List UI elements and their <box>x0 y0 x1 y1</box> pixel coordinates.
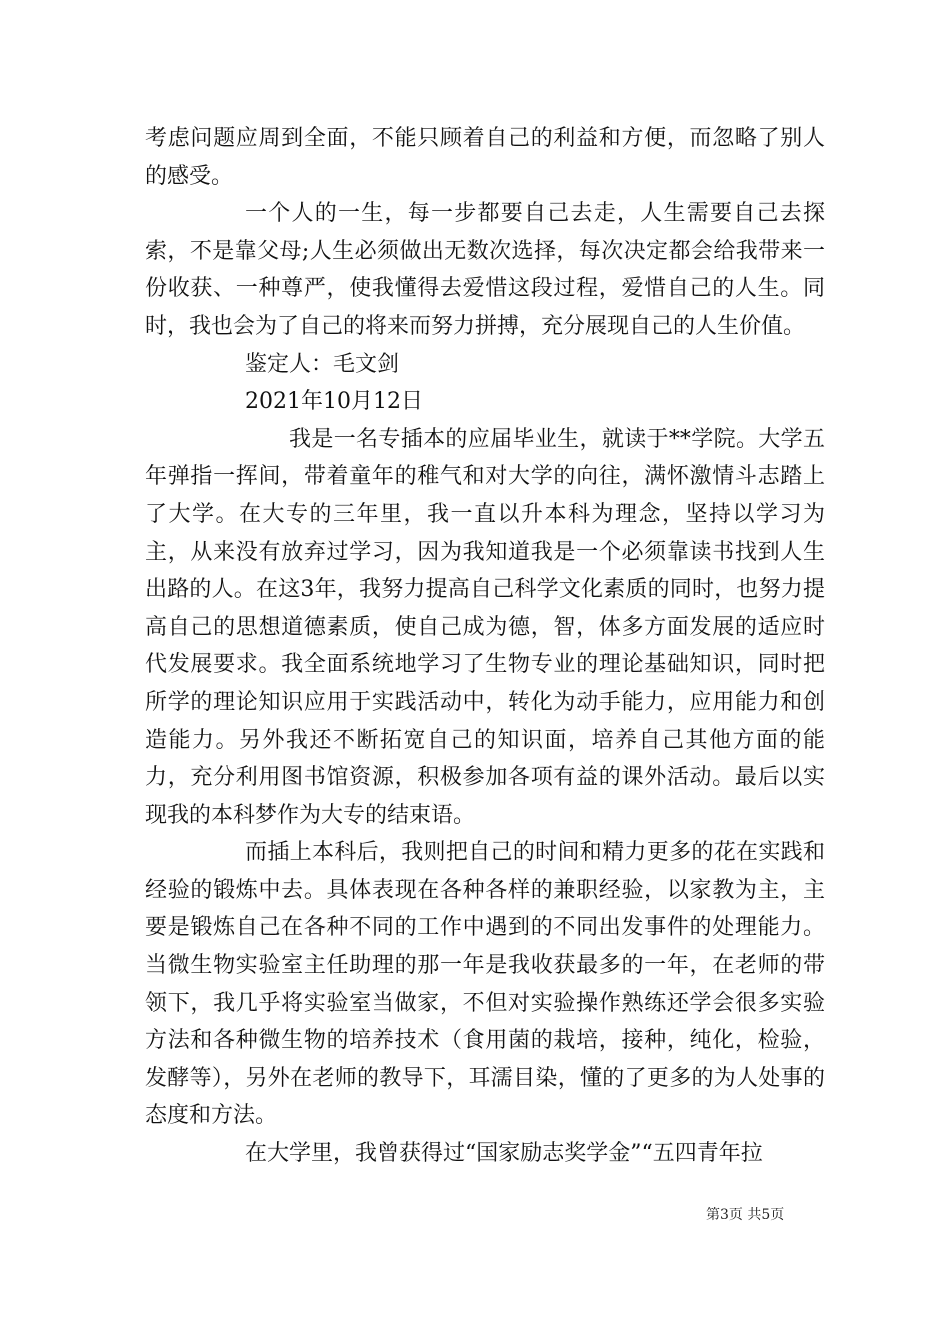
paragraph-life-reflection: 一个人的一生，每一步都要自己去走，人生需要自己去探索，不是靠父母;人生必须做出无数次选择，每次决定都会给我带来一份收获、一种尊严，使我懂得去爱惜这段过程，爱惜自己的人生。同时，我也会为了自己的将来而努力拼搏，充分展现自己的人生价值。 <box>145 201 825 339</box>
paragraph-undergraduate-experience: 而插上本科后，我则把自己的时间和精力更多的花在实践和经验的锻炼中去。具体表现在各种各样的兼职经验，以家教为主，主要是锻炼自己在各种不同的工作中遇到的不同出发事件的处理能力。当微生物实验室主任助理的那一年是我收获最多的一年，在老师的带领下，我几乎将实验室当做家，不但对实验操作熟练还学会很多实验方法和各种微生物的培养技术（食用菌的栽培，接种，纯化，检验，发酵等），另外在老师的教导下，耳濡目染，懂的了更多的为人处事的态度和方法。 <box>145 840 825 1129</box>
paragraph-awards: 在大学里，我曾获得过“国家励志奖学金”“五四青年拉 <box>245 1141 763 1167</box>
paragraph-continuation: 考虑问题应周到全面，不能只顾着自己的利益和方便，而忽略了别人的感受。 <box>145 126 825 189</box>
date-line: 2021年10月12日 <box>245 389 423 415</box>
appraiser-line: 鉴定人：毛文剑 <box>245 351 400 377</box>
paragraph-self-introduction: 我是一名专插本的应届毕业生，就读于**学院。大学五年弹指一挥间，带着童年的稚气和对大学的向往，满怀激情斗志踏上了大学。在大专的三年里，我一直以升本科为理念，坚持以学习为主，从来没有放弃过学习，因为我知道我是一个必须靠读书找到人生出路的人。在这3年，我努力提高自己科学文化素质的同时，也努力提高自己的思想道德素质，使自己成为德，智，体多方面发展的适应时代发展要求。我全面系统地学习了生物专业的理论基础知识，同时把所学的理论知识应用于实践活动中，转化为动手能力，应用能力和创造能力。另外我还不断拓宽自己的知识面，培养自己其他方面的能力，充分利用图书馆资源，积极参加各项有益的课外活动。最后以实现我的本科梦作为大专的结束语。 <box>145 426 825 828</box>
document-body <box>145 120 825 1173</box>
page-number-footer: 第3页 共5页 <box>706 1207 785 1223</box>
